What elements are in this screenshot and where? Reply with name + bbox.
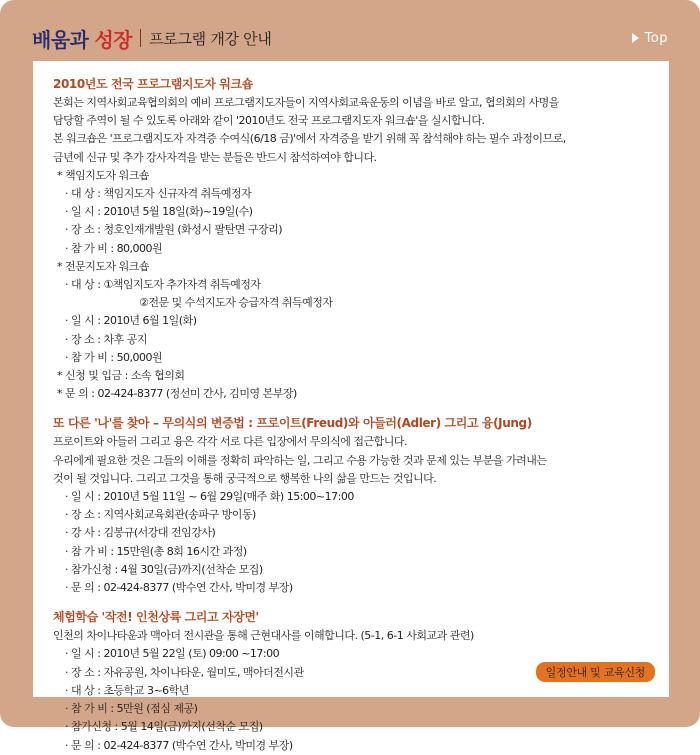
detail-item: · 참가신청 : 4월 30일(금)까지(선착순 모집) <box>65 562 263 576</box>
detail-item: · 대 상 : 책임지도자 신규자격 취득예정자 <box>65 187 252 201</box>
section-paragraph-line: 본 워크숍은 '프로그램지도자 자격증 수여식(6/18 금)'에서 자격증을 받기 위해 꼭 참석해야 하는 필수 과정이므로, <box>53 132 566 146</box>
page-subtitle: 프로그램 개강 안내 <box>149 29 272 48</box>
bullet-item: * 책임지도자 워크숍 <box>57 168 150 182</box>
detail-item: · 참 가 비 : 5만원 (점심 제공) <box>65 702 198 716</box>
section-paragraph-line: 인천의 차이나타운과 맥아더 전시관을 통해 근현대사를 이해합니다. (5-1, 6-1 사회교과 관련) <box>53 629 474 643</box>
detail-item: · 문 의 : 02-424-8377 (박수연 간사, 박미경 부장) <box>65 581 293 595</box>
play-arrow-icon <box>632 33 639 43</box>
program-list <box>53 75 653 755</box>
section-title: 또 다른 '나'를 찾아 – 무의식의 변증법 : 프로이트(Freud)와 아들러(Adler) 그리고 융(Jung) <box>53 416 532 431</box>
section-paragraph-line: 본회는 지역사회교육협의회의 예비 프로그램지도자들이 지역사회교육운동의 이념을 바로 알고, 협의회의 사명을 <box>53 96 559 109</box>
section-paragraph-line: 프로이트와 아들러 그리고 융은 각각 서로 다른 입장에서 무의식에 접근합니다. <box>53 435 407 449</box>
section-title: 체험학습 '작전! 인천상륙 그리고 자장면' <box>53 610 259 625</box>
section-paragraph-line: 금년에 신규 및 추가 강사자격을 받는 분들은 반드시 참석하여야 합니다. <box>53 150 377 164</box>
detail-item: · 참가신청 : 5월 14일(금)까지(선착순 모집) <box>65 720 263 734</box>
program-section <box>53 414 653 597</box>
bullet-item: * 전문지도자 워크숍 <box>57 259 150 273</box>
detail-item: · 강 사 : 김봉규(서강대 전임강사) <box>65 526 216 540</box>
detail-item: · 일 시 : 2010년 5월 22일 (토) 09:00 ~17:00 <box>65 647 280 661</box>
title-divider <box>140 29 141 47</box>
detail-item: · 참 가 비 : 80,000원 <box>65 241 163 255</box>
schedule-apply-button[interactable]: 일정안내 및 교육신청 <box>536 662 655 682</box>
top-label: Top <box>644 30 668 46</box>
page-title-part1: 배움과 <box>32 27 89 52</box>
section-title: 2010년도 전국 프로그램지도자 워크숍 <box>53 77 253 91</box>
detail-item: · 대 상 : 초등학교 3~6학년 <box>65 683 189 697</box>
section-paragraph-line: 담당할 주역이 될 수 있도록 아래와 같이 '2010년도 전국 프로그램지도자 워크숍'을 실시합니다. <box>53 114 485 128</box>
content-panel <box>33 61 669 752</box>
detail-item: · 장 소 : 차후 공지 <box>65 332 147 346</box>
top-link[interactable] <box>632 31 668 46</box>
detail-item: · 참 가 비 : 50,000원 <box>65 350 163 364</box>
detail-item: · 일 시 : 2010년 6월 1일(화) <box>65 314 197 328</box>
bullet-item: * 문 의 : 02-424-8377 (정선미 간사, 김미영 본부장) <box>57 387 297 401</box>
page-title-part2: 성장 <box>94 27 133 52</box>
section-paragraph-line: 우리에게 필요한 것은 그들의 이해를 정확히 파악하는 일, 그리고 수용 가능한 것과 문제 있는 부분을 가려내는 <box>53 453 547 467</box>
detail-item: · 일 시 : 2010년 5월 18일(화)~19일(수) <box>65 205 253 219</box>
detail-item: ②전문 및 수석지도자 승급자격 취득예정자 <box>139 296 333 310</box>
detail-item: · 일 시 : 2010년 5월 11일 ~ 6월 29일(매주 화) 15:00~17:00 <box>65 490 354 504</box>
detail-item: · 장 소 : 지역사회교육회관(송파구 방이동) <box>65 508 256 522</box>
detail-item: · 참 가 비 : 15만원(총 8회 16시간 과정) <box>65 544 247 558</box>
bullet-item: * 신청 및 입금 : 소속 협의회 <box>57 369 185 383</box>
detail-item: · 대 상 : ①책임지도자 추가자격 취득예정자 <box>65 278 261 292</box>
header <box>32 14 668 62</box>
program-section <box>53 75 653 403</box>
section-paragraph-line: 것이 될 것입니다. 그리고 그것을 통해 궁극적으로 행복한 나의 삶을 만드는 것입니다. <box>53 471 437 485</box>
detail-item: · 문 의 : 02-424-8377 (박수연 간사, 박미경 부장) <box>65 738 293 752</box>
detail-item: · 장 소 : 청호인재개발원 (화성시 팔탄면 구장리) <box>65 223 283 237</box>
detail-item: · 장 소 : 자유공원, 차이나타운, 월미도, 맥아더전시관 <box>65 665 304 679</box>
